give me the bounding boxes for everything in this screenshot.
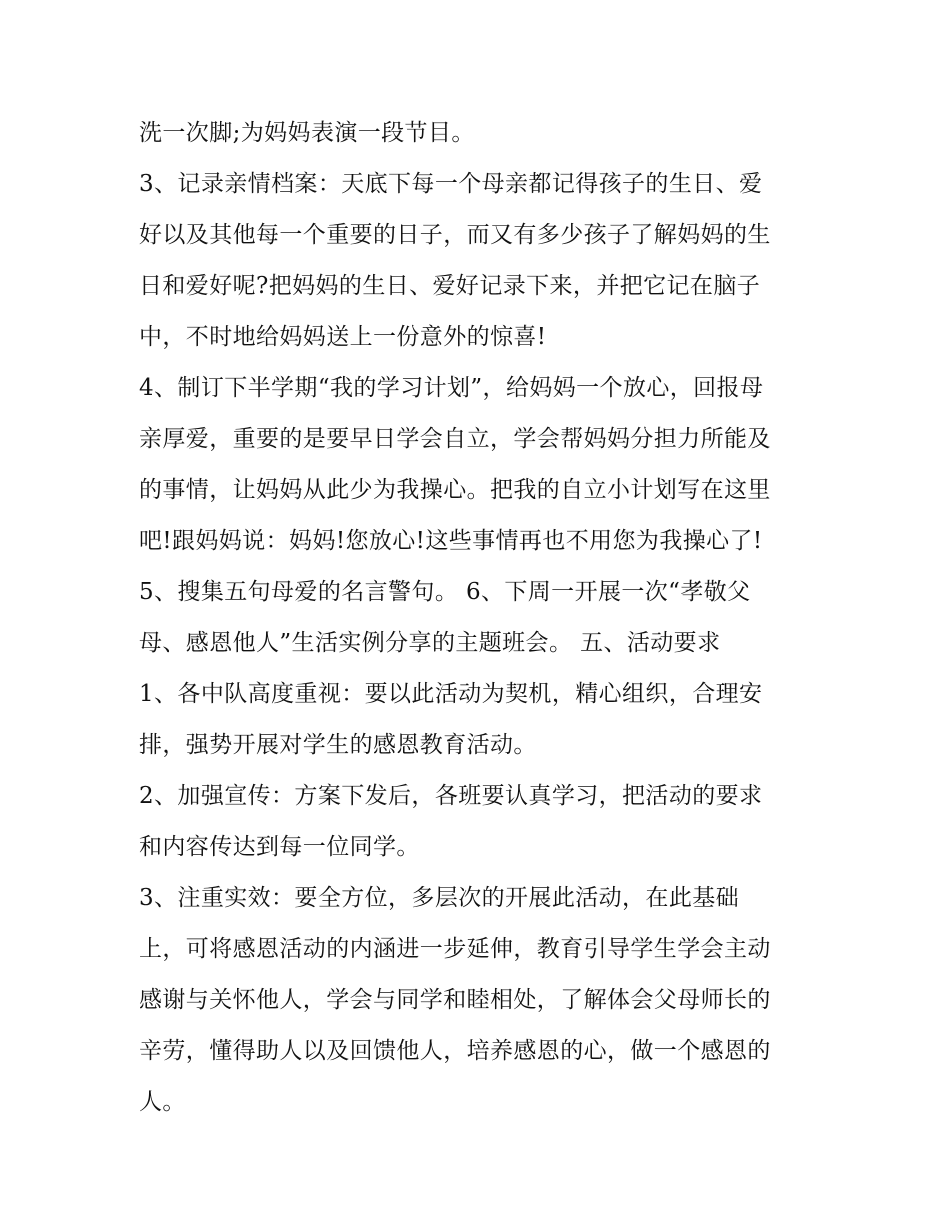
text-line: 日和爱好呢?把妈妈的生日、爱好记录下来，并把它记在脑子 — [139, 273, 761, 299]
text-line: 好以及其他每一个重要的日子，而又有多少孩子了解妈妈的生 — [139, 222, 771, 248]
text-line: 感谢与关怀他人，学会与同学和睦相处，了解体会父母师长的 — [139, 987, 771, 1013]
text-line: 辛劳，懂得助人以及回馈他人，培养感恩的心，做一个感恩的 — [139, 1038, 771, 1064]
text-line: 和内容传达到每一位同学。 — [139, 834, 420, 860]
text-line: 1、各中队高度重视：要以此活动为契机，精心组织，合理安 — [139, 681, 763, 707]
text-line: 2、加强宣传：方案下发后，各班要认真学习，把活动的要求 — [139, 783, 763, 809]
text-line: 亲厚爱，重要的是要早日学会自立，学会帮妈妈分担力所能及 — [139, 426, 771, 452]
text-line: 3、注重实效：要全方位，多层次的开展此活动，在此基础 — [139, 885, 740, 911]
text-line: 3、记录亲情档案：天底下每一个母亲都记得孩子的生日、爱 — [139, 171, 763, 197]
text-line: 排，强势开展对学生的感恩教育活动。 — [139, 732, 537, 758]
text-line: 上，可将感恩活动的内涵进一步延伸，教育引导学生学会主动 — [139, 936, 771, 962]
text-line: 中，不时地给妈妈送上一份意外的惊喜! — [139, 324, 547, 350]
text-line: 洗一次脚;为妈妈表演一段节目。 — [139, 120, 475, 146]
text-line: 5、搜集五句母爱的名言警句。 6、下周一开展一次“孝敬父 — [139, 579, 751, 605]
text-line: 4、制订下半学期“我的学习计划”，给妈妈一个放心，回报母 — [139, 375, 764, 401]
text-line: 母、感恩他人”生活实例分享的主题班会。 五、活动要求 — [139, 630, 721, 656]
text-line: 吧!跟妈妈说：妈妈!您放心!这些事情再也不用您为我操心了! — [139, 528, 763, 554]
text-line: 的事情，让妈妈从此少为我操心。把我的自立小计划写在这里 — [139, 477, 771, 503]
text-line: 人。 — [139, 1089, 186, 1115]
document-body — [139, 108, 819, 1128]
